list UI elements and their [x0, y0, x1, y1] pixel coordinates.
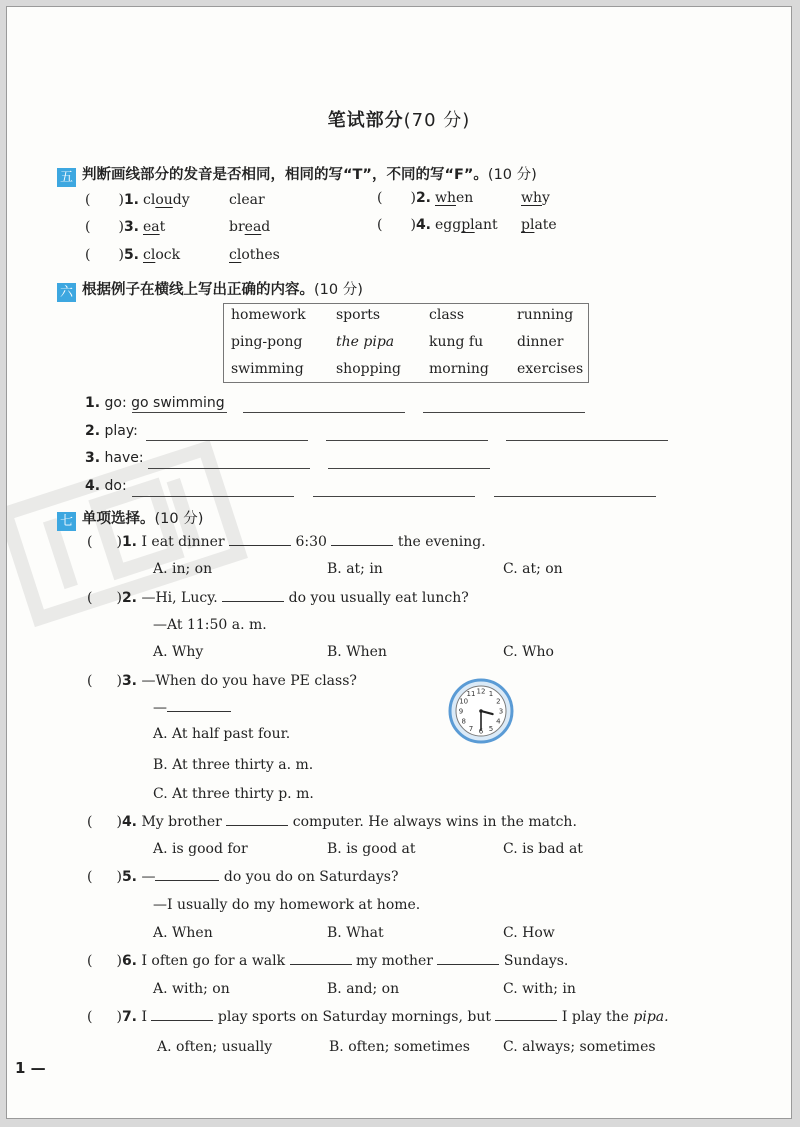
question-number: 3.: [121, 673, 137, 689]
answer-blank[interactable]: [326, 440, 488, 441]
answer-blank[interactable]: [226, 824, 288, 826]
word-part: ant: [474, 217, 498, 233]
answer-blank[interactable]: [243, 412, 405, 413]
fill-row-3: [85, 450, 144, 466]
word-bank-item: shopping: [336, 361, 402, 377]
section6-heading: [57, 278, 363, 302]
question-text: the evening.: [397, 534, 486, 550]
question-text: —: [153, 700, 167, 716]
word-part: en: [456, 190, 474, 206]
option-a[interactable]: A. in; on: [153, 561, 213, 577]
answer-blank[interactable]: [151, 1019, 213, 1021]
bracket-close: ): [410, 217, 416, 233]
word-part: ock: [155, 247, 181, 263]
section5-points: (10 分): [487, 167, 537, 183]
word-2: [229, 247, 280, 263]
word-bank-item: running: [517, 307, 574, 323]
section7-badge: 七: [57, 512, 76, 531]
page-number: 1 —: [15, 1059, 46, 1077]
answer-blank[interactable]: [146, 440, 308, 441]
example-underline: [132, 412, 227, 413]
bracket-open: (: [85, 247, 91, 263]
section6-badge: 六: [57, 283, 76, 302]
option-b[interactable]: B. is good at: [327, 841, 416, 857]
option-a[interactable]: A. with; on: [153, 981, 230, 997]
section5-instruction: 判断画线部分的发音是否相同，相同的写“T”，不同的写“F”。: [82, 167, 488, 183]
word-underlined-part: ea: [244, 219, 262, 235]
word-underlined-part: pl: [521, 217, 535, 233]
word-underlined-part: pl: [461, 217, 475, 233]
section5-heading: [57, 163, 537, 187]
clock-numeral: 8: [461, 717, 466, 726]
row-number: 2.: [85, 423, 101, 439]
answer-blank[interactable]: [423, 412, 585, 413]
question-text: do you usually eat lunch?: [288, 590, 469, 606]
word-1: [143, 247, 180, 263]
fill-row-4: [85, 478, 127, 494]
item-number: 3.: [123, 219, 139, 235]
answer-blank[interactable]: [495, 1019, 557, 1021]
page-title: [7, 106, 791, 132]
row-verb: play:: [104, 423, 138, 439]
word-part: othes: [241, 247, 280, 263]
bracket-open: (: [85, 219, 91, 235]
option-a[interactable]: A. When: [153, 925, 213, 941]
question-text: —: [141, 869, 156, 885]
title-text: 笔试部分: [327, 110, 404, 131]
bracket-open: (: [377, 190, 383, 206]
worksheet-page: [6, 6, 792, 1119]
bracket-close: ): [118, 219, 124, 235]
word-part: br: [229, 219, 245, 235]
pronunciation-item-5: [85, 247, 180, 263]
option-c[interactable]: C. at; on: [503, 561, 563, 577]
clock-numeral: 12: [476, 687, 486, 696]
word-bank-item: kung fu: [429, 334, 484, 350]
question-4: ( )4. My brother computer. He always wins in the match.: [87, 814, 577, 830]
pronunciation-item-1: [85, 192, 190, 208]
clock-numeral: 1: [488, 690, 494, 699]
word-part: t: [159, 219, 166, 235]
word-2: [521, 217, 557, 233]
option-c[interactable]: C. with; in: [503, 981, 576, 997]
word-2: [229, 219, 270, 235]
word-underlined-part: ou: [155, 192, 173, 208]
question-5: ( )5. — do you do on Saturdays?: [87, 869, 399, 885]
question-number: 7.: [121, 1009, 137, 1025]
answer-blank[interactable]: [506, 440, 668, 441]
option-a[interactable]: A. often; usually: [157, 1039, 273, 1055]
answer-blank[interactable]: [290, 963, 352, 965]
clock-numeral: 2: [496, 697, 501, 706]
option-a[interactable]: A. At half past four.: [153, 726, 291, 742]
bracket-close: ): [118, 192, 124, 208]
pronunciation-item-2: [377, 190, 473, 206]
option-b[interactable]: B. When: [327, 644, 387, 660]
question-6: ( )6. I often go for a walk my mother Sundays.: [87, 953, 569, 969]
word-bank-item: exercises: [517, 361, 584, 377]
answer-blank[interactable]: [148, 468, 310, 469]
answer-blank[interactable]: [155, 879, 219, 881]
question-text: do you do on Saturdays?: [223, 869, 399, 885]
answer-blank[interactable]: [437, 963, 499, 965]
option-a[interactable]: A. is good for: [153, 841, 248, 857]
fill-row-1: [85, 395, 225, 411]
section6-instruction: 根据例子在横线上写出正确的内容。: [82, 282, 314, 298]
option-c[interactable]: C. Who: [503, 644, 554, 660]
bracket-close: ): [118, 247, 124, 263]
word-part: d: [261, 219, 271, 235]
answer-blank[interactable]: [132, 496, 294, 497]
question-text: computer. He always wins in the match.: [292, 814, 577, 830]
option-c[interactable]: C. How: [503, 925, 555, 941]
word-part: y: [542, 190, 550, 206]
title-points: (70 分): [403, 110, 471, 131]
section7-heading: [57, 507, 203, 531]
word-bank-item: morning: [429, 361, 489, 377]
word-bank-item: sports: [336, 307, 381, 323]
word-bank-item: the pipa: [336, 334, 395, 350]
pronunciation-item-4: [377, 217, 498, 233]
word-underlined-part: wh: [521, 190, 542, 206]
question-text: I play the: [561, 1009, 629, 1025]
option-b[interactable]: B. often; sometimes: [329, 1039, 470, 1055]
question-7: ( )7. I play sports on Saturday mornings, but I play the pipa.: [87, 1009, 669, 1025]
option-b[interactable]: B. What: [327, 925, 384, 941]
question-number: 2.: [121, 590, 137, 606]
word-underlined-part: wh: [435, 190, 456, 206]
item-number: 4.: [415, 217, 431, 233]
word-bank-item: class: [429, 307, 465, 323]
option-c[interactable]: C. At three thirty p. m.: [153, 786, 314, 802]
question-text: My brother: [141, 814, 222, 830]
question-2: ( )2. —Hi, Lucy. do you usually eat lunch?: [87, 590, 469, 606]
word-bank-item: homework: [231, 307, 306, 323]
question-text: I eat dinner: [141, 534, 225, 550]
word-bank: [223, 303, 589, 383]
row-verb: have:: [104, 450, 144, 466]
row-verb: go:: [104, 395, 127, 411]
section5-badge: 五: [57, 168, 76, 187]
answer-blank[interactable]: [229, 544, 291, 546]
word-part: egg: [435, 217, 462, 233]
answer-blank[interactable]: [494, 496, 656, 497]
clock-numeral: 4: [496, 717, 501, 726]
answer-blank[interactable]: [313, 496, 475, 497]
word-2: [229, 192, 265, 208]
question-text: Sundays.: [503, 953, 569, 969]
answer-blank[interactable]: [167, 710, 231, 712]
question-3: ( )3. —When do you have PE class?: [87, 673, 357, 689]
word-underlined-part: cl: [229, 247, 242, 263]
clock-numeral: 3: [498, 707, 504, 716]
question-3-answer-line: [153, 700, 231, 716]
clock-numeral: 10: [459, 697, 469, 706]
option-c[interactable]: C. always; sometimes: [503, 1039, 656, 1055]
option-b[interactable]: B. At three thirty a. m.: [153, 757, 314, 773]
word-1: [143, 219, 165, 235]
question-number: 5.: [121, 869, 137, 885]
question-text: —When do you have PE class?: [141, 673, 357, 689]
question-text: I: [141, 1009, 147, 1025]
question-text: —I usually do my homework at home.: [153, 897, 421, 913]
section7-instruction: 单项选择。: [82, 511, 155, 527]
row-example: go swimming: [131, 395, 225, 411]
row-number: 4.: [85, 478, 101, 494]
question-text: play sports on Saturday mornings, but: [217, 1009, 491, 1025]
question-1: ( )1. I eat dinner 6:30 the evening.: [87, 534, 486, 550]
bracket-open: (: [377, 217, 383, 233]
pronunciation-item-3: [85, 219, 165, 235]
option-b[interactable]: B. at; in: [327, 561, 383, 577]
word-1: [435, 217, 498, 233]
clock-numeral: 9: [458, 707, 464, 716]
question-text: my mother: [356, 953, 433, 969]
answer-blank[interactable]: [222, 600, 284, 602]
item-number: 2.: [415, 190, 431, 206]
option-a[interactable]: A. Why: [153, 644, 204, 660]
word-part: dy: [172, 192, 190, 208]
clock-numeral: 7: [468, 724, 474, 733]
question-text: —At 11:50 a. m.: [153, 617, 267, 633]
option-b[interactable]: B. and; on: [327, 981, 400, 997]
row-verb: do:: [104, 478, 127, 494]
word-bank-item: swimming: [231, 361, 304, 377]
question-text: I often go for a walk: [141, 953, 286, 969]
section6-points: (10 分): [314, 282, 363, 298]
question-text: —Hi, Lucy.: [141, 590, 218, 606]
question-text: pipa.: [633, 1009, 669, 1025]
clock-numeral: 11: [466, 690, 476, 699]
clock-numeral: 5: [488, 724, 494, 733]
answer-blank[interactable]: [331, 544, 393, 546]
word-2: [521, 190, 550, 206]
option-c[interactable]: C. is bad at: [503, 841, 583, 857]
row-number: 3.: [85, 450, 101, 466]
answer-blank[interactable]: [328, 468, 490, 469]
fill-row-2: [85, 423, 138, 439]
word-1: [143, 192, 190, 208]
clock-icon: [448, 678, 514, 744]
question-number: 4.: [121, 814, 137, 830]
clock-numeral: 6: [478, 727, 484, 736]
word-bank-item: dinner: [517, 334, 564, 350]
word-bank-item: ping-pong: [231, 334, 303, 350]
word-1: [435, 190, 473, 206]
bracket-open: (: [85, 192, 91, 208]
question-text: 6:30: [295, 534, 327, 550]
bracket-close: ): [410, 190, 416, 206]
word-underlined-part: cl: [143, 247, 156, 263]
row-number: 1.: [85, 395, 101, 411]
word-part: cl: [143, 192, 156, 208]
item-number: 1.: [123, 192, 139, 208]
section7-points: (10 分): [154, 511, 204, 527]
item-number: 5.: [123, 247, 139, 263]
question-number: 6.: [121, 953, 137, 969]
word-underlined-part: ea: [143, 219, 160, 235]
word-part: ate: [534, 217, 557, 233]
question-number: 1.: [121, 534, 137, 550]
word-part: clear: [229, 192, 265, 208]
